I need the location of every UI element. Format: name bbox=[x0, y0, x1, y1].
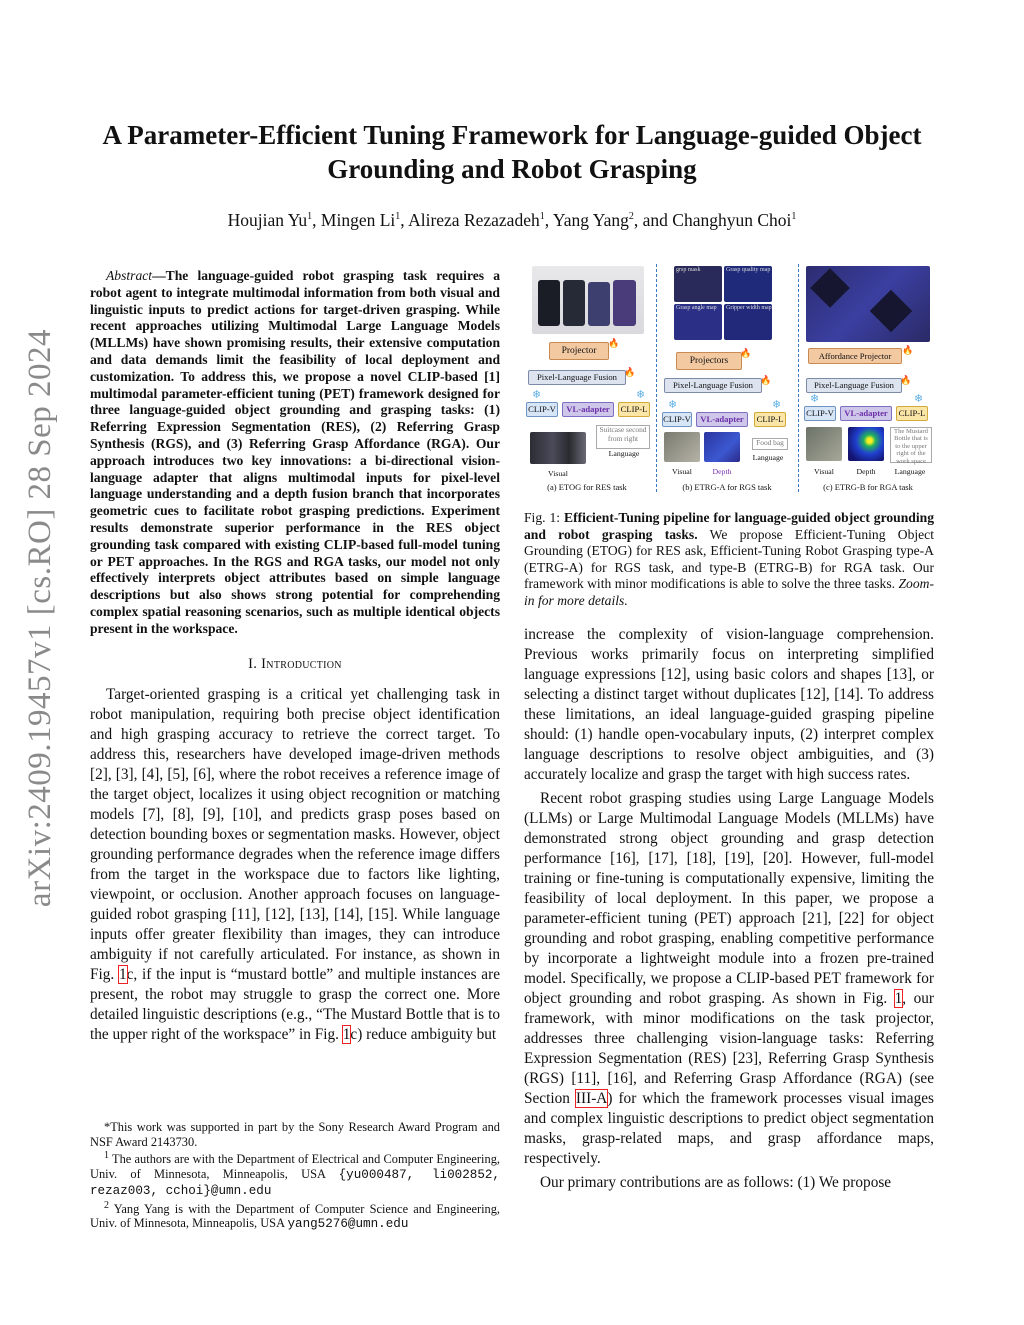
left-column bbox=[90, 268, 500, 1048]
author: Alireza Rezazadeh bbox=[408, 210, 540, 230]
caption-label: Fig. 1: bbox=[524, 510, 565, 525]
paper-title: A Parameter-Efficient Tuning Framework for Language-guided Object Grounding and Robot Grasping bbox=[102, 120, 922, 184]
footnote-affiliation-2 bbox=[90, 1199, 500, 1233]
language-input: The Mustard Bottle that is to the upper right of the work space bbox=[890, 427, 932, 463]
section-heading bbox=[90, 656, 500, 673]
separator: , bbox=[633, 210, 643, 230]
text-run: , our framework, with minor modifications on the task projector, addresses three challenging vision-language tasks: Referring Expression Segmentation (RES) [23], Referring Grasp Synthesis (RGS) [11], [16], and Referring Grasp Affordance (RGA) (see Section bbox=[524, 990, 934, 1107]
section-ref-link[interactable]: III-A bbox=[575, 1090, 608, 1107]
footnote-text: Yang Yang is with the Department of Computer Science and Engineering, Univ. of Minnesota, Minneapolis, USA bbox=[90, 1201, 500, 1231]
panel-etrg-a bbox=[660, 262, 794, 494]
visual-label: Visual bbox=[672, 467, 692, 476]
language-input: Food bag bbox=[752, 438, 788, 450]
language-label: Language bbox=[608, 449, 640, 458]
suitcase-shape bbox=[613, 280, 636, 326]
affiliation-mark: 1 bbox=[307, 211, 313, 223]
separator: , bbox=[544, 210, 553, 230]
trainable-icon: 🔥 bbox=[900, 375, 912, 385]
affiliation-mark: 1 bbox=[539, 211, 545, 223]
visual-input-image bbox=[806, 427, 842, 461]
visual-input-image bbox=[664, 432, 700, 462]
trainable-icon: 🔥 bbox=[608, 338, 620, 348]
frozen-icon: ❄ bbox=[810, 393, 820, 405]
frozen-icon: ❄ bbox=[668, 399, 678, 411]
intro-paragraph bbox=[90, 685, 500, 1045]
panel-etog bbox=[524, 262, 650, 494]
affiliation-mark: 2 bbox=[628, 211, 634, 223]
frozen-icon: ❄ bbox=[772, 399, 782, 411]
depth-input-image bbox=[704, 432, 740, 462]
paragraph bbox=[524, 789, 934, 1169]
paragraph: Our primary contributions are as follows: (1) We propose bbox=[540, 1174, 892, 1191]
separator: , bbox=[400, 210, 409, 230]
affiliation-mark: 1 bbox=[791, 211, 797, 223]
conjunction: and bbox=[642, 210, 673, 230]
figure-ref-link[interactable]: 1 bbox=[894, 990, 903, 1007]
vl-adapter-block: VL-adapter bbox=[840, 406, 892, 421]
suitcases-image bbox=[532, 266, 644, 334]
footnote-text: The authors are with the Department of Electrical and Computer Engineering, Univ. of Minnesota, Minneapolis, USA bbox=[90, 1152, 500, 1182]
language-label: Language bbox=[752, 453, 784, 462]
paragraph: increase the complexity of vision-language comprehension. Previous works primarily focus on interpreting simplified language expressions [12], using basic colors and shapes [13], or selecting a distinct target without duplicates [12], [14]. To address these limitations, an ideal language-guided grasping pipeline should: (1) handle open-vocabulary inputs, (2) interpret complex language descriptions to resolve object ambiguities, and (3) accurately localize and grasp the target with high success rates. bbox=[524, 626, 934, 783]
section-number: I. bbox=[248, 655, 258, 672]
author-list bbox=[90, 210, 934, 231]
panel-divider bbox=[798, 264, 799, 492]
text-run: c) reduce ambiguity but bbox=[350, 1025, 497, 1043]
email: yang5276@umn.edu bbox=[287, 1217, 409, 1232]
language-label: Language bbox=[894, 467, 926, 476]
fusion-block: Pixel-Language Fusion bbox=[664, 378, 762, 393]
depth-label: Depth bbox=[712, 467, 732, 476]
language-input: Suitcase second from right bbox=[596, 425, 650, 449]
figure-ref-link[interactable]: 1 bbox=[342, 1025, 351, 1043]
grasp-angle-map bbox=[674, 304, 722, 340]
suitcase-shape bbox=[563, 280, 585, 326]
abstract-dash: — bbox=[152, 268, 166, 283]
fusion-block: Pixel-Language Fusion bbox=[528, 370, 626, 385]
section-title: Introduction bbox=[261, 655, 342, 672]
author: Yang Yang bbox=[552, 210, 629, 230]
subcaption-c: (c) ETRG-B for RGA task bbox=[823, 482, 913, 492]
frozen-icon: ❄ bbox=[532, 389, 542, 401]
caption-text: We propose Efficient-Tuning Object Grounding (ETOG) for RES ask, Efficient-Tuning Robot Grasping type-A (ETRG-A) for RGS task, and type-B (ETRG-B) for RGA task. Our framework with minor modifications is able to solve the three tasks. bbox=[524, 526, 934, 591]
abstract bbox=[90, 268, 500, 638]
figure-caption bbox=[524, 510, 934, 609]
right-column bbox=[524, 262, 934, 1196]
subcaption-b: (b) ETRG-A for RGS task bbox=[682, 482, 772, 492]
suitcase-shape bbox=[588, 282, 610, 326]
footnote-mark: 2 bbox=[104, 1199, 109, 1211]
email: {yu000487, li002852, rezaz003, cchoi}@umn.edu bbox=[90, 1168, 500, 1198]
footnotes bbox=[90, 1120, 500, 1232]
map-label: Grasp angle map bbox=[676, 305, 717, 311]
subcaption-a: (a) ETOG for RES task bbox=[547, 482, 627, 492]
projectors-block: Projectors bbox=[676, 352, 742, 370]
vl-adapter-block: VL-adapter bbox=[562, 402, 614, 417]
visual-label: Visual bbox=[548, 469, 568, 478]
footnote-affiliation-1 bbox=[90, 1149, 500, 1198]
map-label: grsp mask bbox=[676, 267, 701, 273]
vl-adapter-block: VL-adapter bbox=[696, 412, 748, 427]
trainable-icon: 🔥 bbox=[760, 375, 772, 385]
clip-v-block: CLIP-V bbox=[526, 402, 558, 417]
caption-italic: Zoom-in for more details. bbox=[524, 576, 934, 608]
clip-v-block: CLIP-V bbox=[662, 412, 692, 427]
gripper-width-map bbox=[724, 304, 772, 340]
projector-block: Projector bbox=[549, 342, 609, 360]
affiliation-mark: 1 bbox=[395, 211, 401, 223]
author: Houjian Yu bbox=[227, 210, 308, 230]
affordance-projector-block: Affordance Projector bbox=[808, 348, 902, 364]
grasp-mask-map bbox=[674, 266, 722, 302]
caption-bold: Efficient-Tuning pipeline for language-guided object grounding and robot grasping tasks. bbox=[524, 510, 934, 542]
footnote-mark: 1 bbox=[104, 1150, 109, 1162]
affordance-maps-image bbox=[806, 266, 930, 342]
suitcase-shape bbox=[538, 280, 560, 326]
abstract-text: The language-guided robot grasping task requires a robot agent to integrate multimodal information from both visual and linguistic inputs to predict actions for target-driven grasping. While recent approaches utilizing Multimodal Large Language Models (MLLMs) have shown promising results, their extensive computation and data demands limit the feasibility of local deployment and customization. To address this, we propose a novel CLIP-based [1] multimodal parameter-efficient tuning (PET) framework designed for three language-guided object grounding and grasping tasks: (1) Referring Expression Segmentation (RES), (2) Referring Grasp Synthesis (RGS), and (3) Referring Grasp Affordance (RGA). Our approach introduces two key innovations: a bi-directional vision-language adapter that aligns multimodal inputs for pixel-level language understanding and a depth fusion branch that incorporates geometric cues to facilitate robot grasping predictions. Experiment results demonstrate superior performance in the RES object grounding task compared with existing CLIP-based full-model tuning or PET approaches. In the RGS and RGA tasks, our model not only effectively interprets object attributes based on simple language descriptions but also shows strong potential for comprehending complex spatial reasoning scenarios, such as multiple identical objects present in the workspace. bbox=[90, 268, 500, 636]
author: Changhyun Choi bbox=[672, 210, 792, 230]
text-run: c, if the input is “mustard bottle” and multiple instances are present, the robot may struggle to grasp the correct one. More detailed linguistic descriptions (e.g., “The Mustard Bottle that is to the upper right of the workspace” in Fig. bbox=[90, 965, 500, 1043]
figure-ref-link[interactable]: 1 bbox=[118, 965, 127, 983]
trainable-icon: 🔥 bbox=[740, 348, 752, 358]
map-label: Gripper width map bbox=[726, 305, 772, 311]
author: Mingen Li bbox=[320, 210, 396, 230]
visual-label: Visual bbox=[814, 467, 834, 476]
map-tile bbox=[870, 290, 912, 332]
arxiv-side-stamp: arXiv:2409.19457v1 [cs.RO] 28 Sep 2024 bbox=[22, 328, 58, 908]
frozen-icon: ❄ bbox=[914, 393, 924, 405]
footnote-funding: *This work was supported in part by the Sony Research Award Program and NSF Award 2143730. bbox=[90, 1120, 500, 1149]
clip-l-block: CLIP-L bbox=[754, 412, 786, 427]
abstract-lead: Abstract bbox=[106, 268, 153, 283]
panel-divider bbox=[656, 264, 657, 492]
separator: , bbox=[312, 210, 321, 230]
depth-input-image bbox=[848, 427, 884, 461]
clip-v-block: CLIP-V bbox=[804, 406, 836, 421]
figure-1 bbox=[524, 262, 934, 494]
panel-etrg-b bbox=[802, 262, 934, 494]
clip-l-block: CLIP-L bbox=[896, 406, 928, 421]
fusion-block: Pixel-Language Fusion bbox=[806, 378, 902, 393]
text-run: Target-oriented grasping is a critical yet challenging task in robot manipulation, requiring both precise object identification and high grasping accuracy to retrieve the correct target. To address this, researchers have developed image-driven methods [2], [3], [4], [5], [6], where the robot receives a reference image of the target object, localizes it using object recognition or matching models [7], [8], [9], [10], and predicts grasp poses based on detection bounding boxes or segmentation masks. However, object grounding performance degrades when the reference image differs from the target in the workspace due to factors like lighting, viewpoint, or occlusion. Another approach focuses on language-guided robot grasping [11], [12], [13], [14], [15]. While language inputs offer greater flexibility than images, they can introduce ambiguity if not carefully articulated. For instance, as shown in Fig. bbox=[90, 685, 500, 983]
clip-l-block: CLIP-L bbox=[618, 402, 650, 417]
visual-input-image bbox=[530, 432, 586, 464]
frozen-icon: ❄ bbox=[636, 389, 646, 401]
depth-label: Depth bbox=[856, 467, 876, 476]
text-run: Recent robot grasping studies using Large Language Models (LLMs) or Large Multimodal Language Models (MLLMs) have demonstrated strong object grounding and grasp detection performance [16], [17], [18], [19], [20]. However, full-model training or fine-tuning is computationally expensive, limiting the feasibility of local deployment. In this paper, we propose a parameter-efficient tuning (PET) approach [21], [22] for object grounding and robot grasping, enabling competitive performance by incorporate a lightweight module into a frozen pre-trained model. Specifically, we propose a CLIP-based PET framework for object grounding and robot grasping. As shown in Fig. bbox=[524, 790, 934, 1007]
trainable-icon: 🔥 bbox=[902, 345, 914, 355]
map-label: Grasp quality map bbox=[726, 267, 771, 273]
text-run: ) for which the framework processes visual images and complex linguistic descriptions to predict object segmentation masks, grasp-related maps, and grasp affordance maps, respectively. bbox=[524, 1090, 934, 1167]
grasp-quality-map bbox=[724, 266, 772, 302]
map-tile bbox=[810, 268, 850, 308]
trainable-icon: 🔥 bbox=[624, 367, 636, 377]
